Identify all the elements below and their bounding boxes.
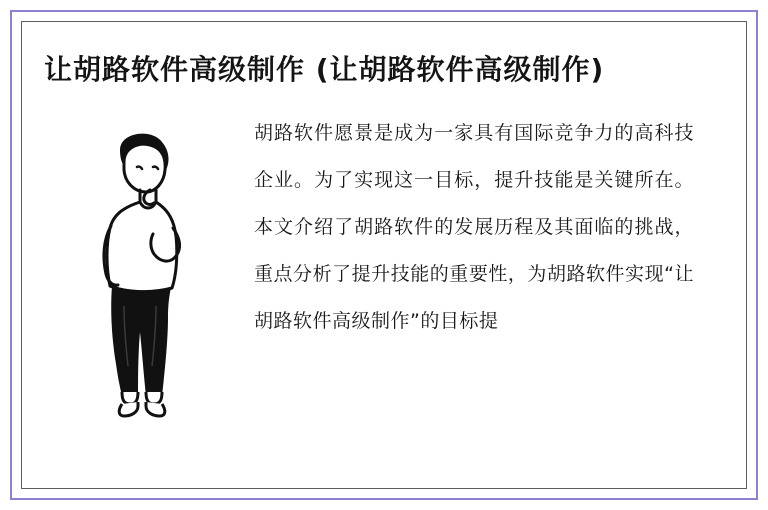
body-area	[44, 110, 728, 420]
document-content	[44, 48, 728, 468]
standing-person-illustration	[80, 120, 220, 420]
person-icon	[80, 120, 220, 420]
article-body: 胡路软件愿景是成为一家具有国际竞争力的高科技企业。为了实现这一目标，提升技能是关键所在。本文介绍了胡路软件的发展历程及其面临的挑战，重点分析了提升技能的重要性，为胡路软件实现“让胡路软件高级制作”的目标提	[254, 122, 694, 332]
page-title: 让胡路软件高级制作 (让胡路软件高级制作)	[44, 53, 605, 86]
